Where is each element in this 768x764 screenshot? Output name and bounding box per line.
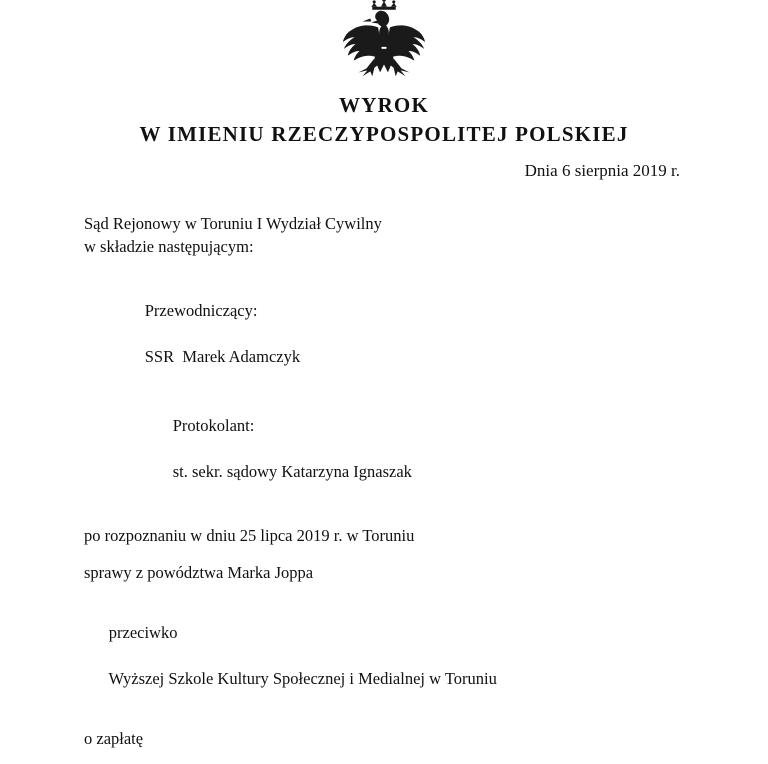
- document-body: [84, 212, 724, 764]
- spacer: [84, 506, 724, 524]
- hearing-line: po rozpoznaniu w dniu 25 lipca 2019 r. w Toruniu: [84, 526, 415, 545]
- emblem-container: [0, 0, 768, 95]
- polish-eagle-emblem: [335, 0, 433, 90]
- panel-chairman-row: [84, 276, 724, 391]
- date-line: Dnia 6 sierpnia 2019 r.: [524, 161, 680, 180]
- plaintiff-line: sprawy z powództwa Marka Joppa: [84, 563, 314, 582]
- panel-chairman-value: SSR Marek Adamczyk: [144, 347, 301, 366]
- panel-recorder-value: st. sekr. sądowy Katarzyna Ignaszak: [172, 462, 412, 481]
- page-subtitle: W IMIENIU RZECZYPOSPOLITEJ POLSKIEJ: [139, 122, 629, 146]
- panel-recorder-row: [84, 391, 724, 506]
- defendant-line: [84, 598, 724, 713]
- defendant-value: Wyższej Szkole Kultury Społecznej i Medialnej w Toruniu: [108, 669, 497, 688]
- page-title: WYROK: [339, 93, 429, 117]
- panel-recorder-label: Protokolant:: [172, 416, 255, 435]
- spacer: [84, 258, 724, 276]
- court-line-2: w składzie następującym:: [84, 237, 254, 256]
- panel-chairman-label: Przewodniczący:: [144, 301, 258, 320]
- defendant-label: przeciwko: [108, 623, 178, 642]
- court-line-1: Sąd Rejonowy w Toruniu I Wydział Cywilny: [84, 214, 382, 233]
- document-title-block: [0, 92, 768, 147]
- subject-line: o zapłatę: [84, 729, 144, 748]
